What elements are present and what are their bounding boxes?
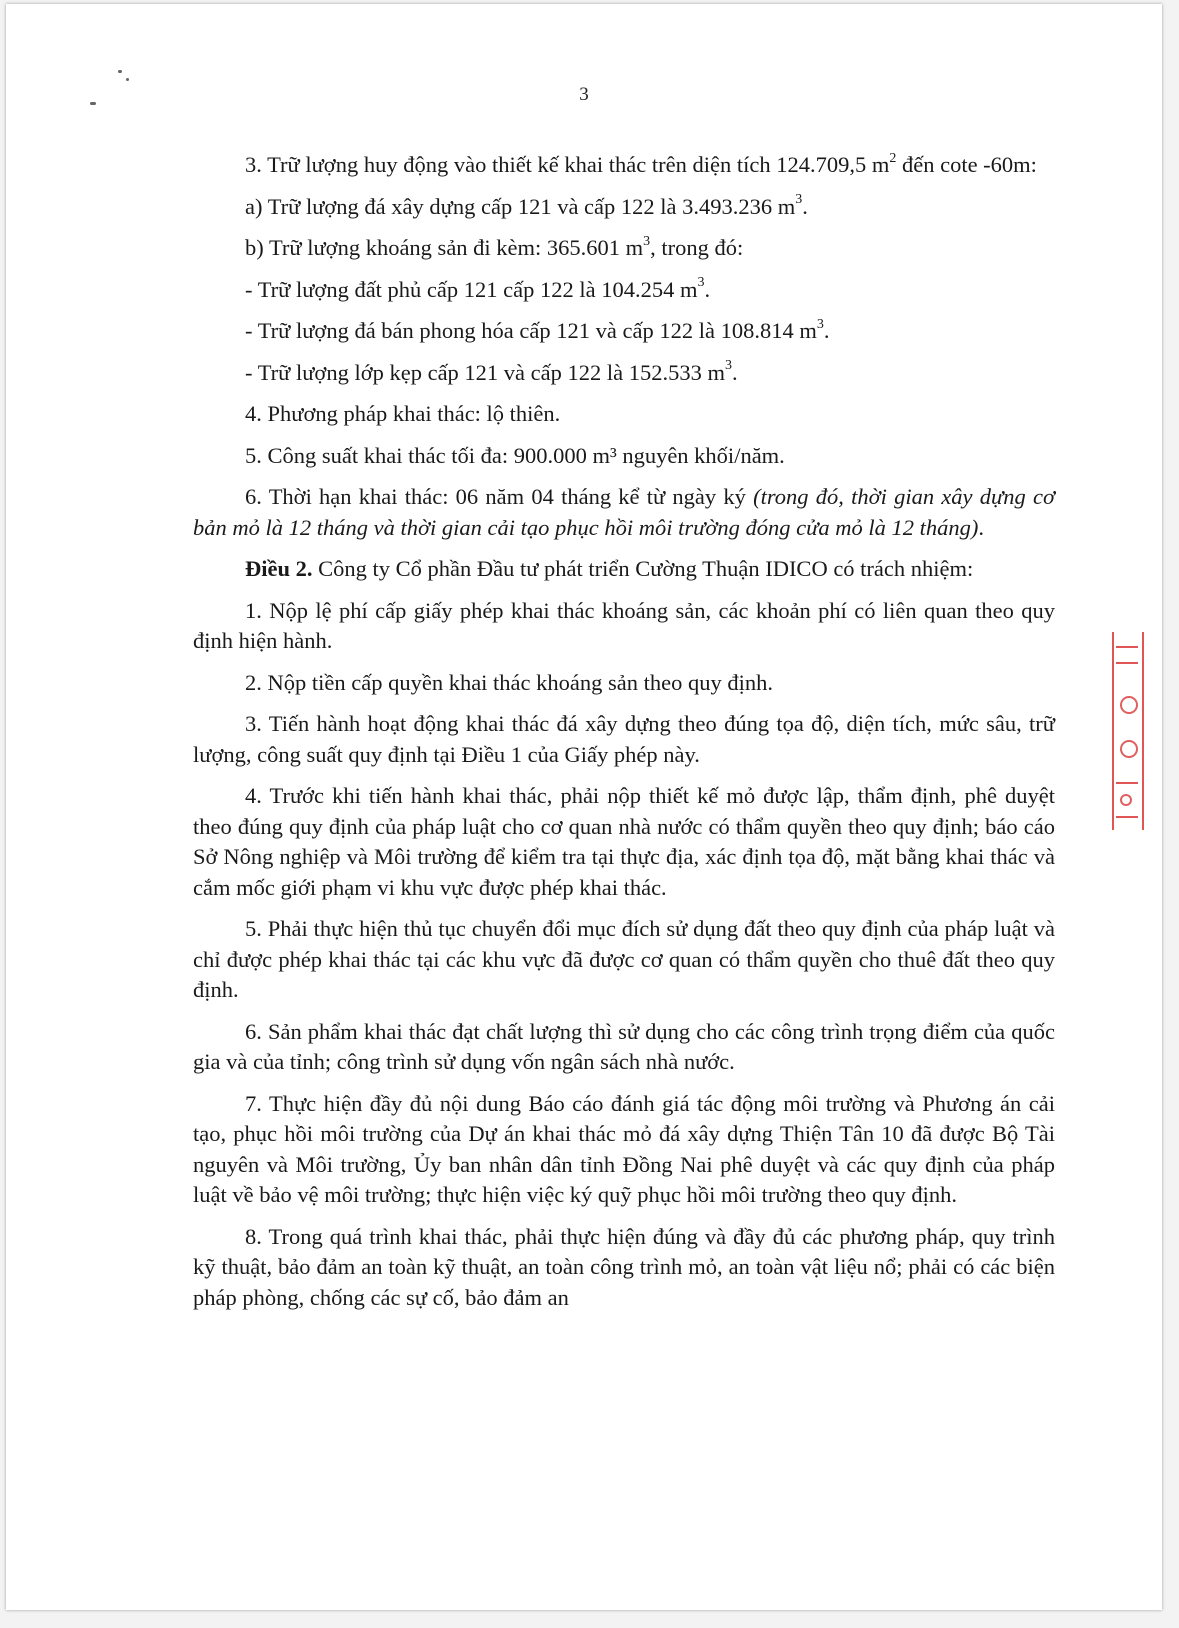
- paragraph-safety: 8. Trong quá trình khai thác, phải thực hiện đúng và đầy đủ các phương pháp, quy trình kỹ thuật, bảo đảm an toàn kỹ thuật, an toàn công trình mỏ, an toàn vật liệu nổ; phải có các biện pháp phòng, chống các sự cố, bảo đảm an: [193, 1223, 1055, 1310]
- paragraph-reserve-stone: a) Trữ lượng đá xây dựng cấp 121 và cấp 122 là 3.493.236 $m^3$.: [245, 192, 808, 219]
- paragraph-land-use: 5. Phải thực hiện thủ tục chuyển đổi mục đích sử dụng đất theo quy định của pháp luật và chỉ được phép khai thác tại các khu vực đã được cơ quan có thẩm quyền cho thuê đất theo quy định.: [193, 916, 1055, 1002]
- margin-seal-fragment: [1112, 632, 1144, 830]
- paragraph-environment: 7. Thực hiện đầy đủ nội dung Báo cáo đánh giá tác động môi trường và Phương án cải tạo, phục hồi môi trường của Dự án khai thác mỏ đá xây dựng Thiện Tân 10 đã được Bộ Tài nguyên và Môi trường, Ủy ban nhân dân tỉnh Đồng Nai phê duyệt và các quy định của pháp luật về bảo vệ môi trường; thực hiện việc ký quỹ phục hồi môi trường theo quy định.: [193, 1090, 1055, 1207]
- document-page: [6, 4, 1162, 1610]
- paragraph-method: 4. Phương pháp khai thác: lộ thiên.: [245, 401, 561, 426]
- scan-speck: [126, 78, 129, 81]
- article-2-heading: Điều 2. Công ty Cổ phần Đầu tư phát triển Cường Thuận IDICO có trách nhiệm:: [245, 556, 974, 581]
- paragraph-reserve-interlayer: - Trữ lượng lớp kẹp cấp 121 và cấp 122 là 152.533 $m^3$.: [245, 358, 738, 385]
- paragraph-reserve-soil: - Trữ lượng đất phủ cấp 121 cấp 122 là 104.254 $m^3$.: [245, 275, 711, 302]
- paragraph-fees: 1. Nộp lệ phí cấp giấy phép khai thác khoáng sản, các khoản phí có liên quan theo quy định hiện hành.: [193, 597, 1055, 653]
- paragraph-rights-fee: 2. Nộp tiền cấp quyền khai thác khoáng sản theo quy định.: [245, 669, 774, 695]
- paragraph-reserve-weathered: - Trữ lượng đá bán phong hóa cấp 121 và cấp 122 là 108.814 $m^3$.: [245, 316, 830, 343]
- paragraph-operations: 3. Tiến hành hoạt động khai thác đá xây dựng theo đúng tọa độ, diện tích, mức sâu, trữ lượng, công suất quy định tại Điều 1 của Giấy phép này.: [193, 711, 1055, 767]
- paragraph-design: 4. Trước khi tiến hành khai thác, phải nộp thiết kế mỏ được lập, thẩm định, phê duyệt theo đúng quy định của pháp luật cho cơ quan nhà nước có thẩm quyền theo quy định; báo cáo Sở Nông nghiệp và Môi trường để kiểm tra tại thực địa, xác định tọa độ, mặt bằng khai thác và cắm mốc giới phạm vi khu vực được phép khai thác.: [193, 783, 1055, 900]
- paragraph-products: 6. Sản phẩm khai thác đạt chất lượng thì sử dụng cho các công trình trọng điểm của quốc gia và của tỉnh; công trình sử dụng vốn ngân sách nhà nước.: [193, 1018, 1055, 1074]
- document-body: [193, 150, 1055, 1324]
- paragraph-duration: 6. Thời hạn khai thác: 06 năm 04 tháng kể từ ngày ký (trong đó, thời gian xây dựng cơ bản mỏ là 12 tháng và thời gian cải tạo phục hồi môi trường đóng cửa mỏ là 12 tháng).: [193, 484, 1055, 540]
- paragraph-reserve-total: 3. Trữ lượng huy động vào thiết kế khai thác trên diện tích 124.709,5 $m^2$ đến cote -60m:: [245, 150, 1037, 177]
- page-number: 3: [579, 84, 589, 105]
- paragraph-capacity: 5. Công suất khai thác tối đa: 900.000 m³ nguyên khối/năm.: [245, 442, 785, 468]
- paragraph-reserve-associated: b) Trữ lượng khoáng sản đi kèm: 365.601 $m^3$, trong đó:: [245, 233, 744, 260]
- scan-speck: [118, 70, 122, 73]
